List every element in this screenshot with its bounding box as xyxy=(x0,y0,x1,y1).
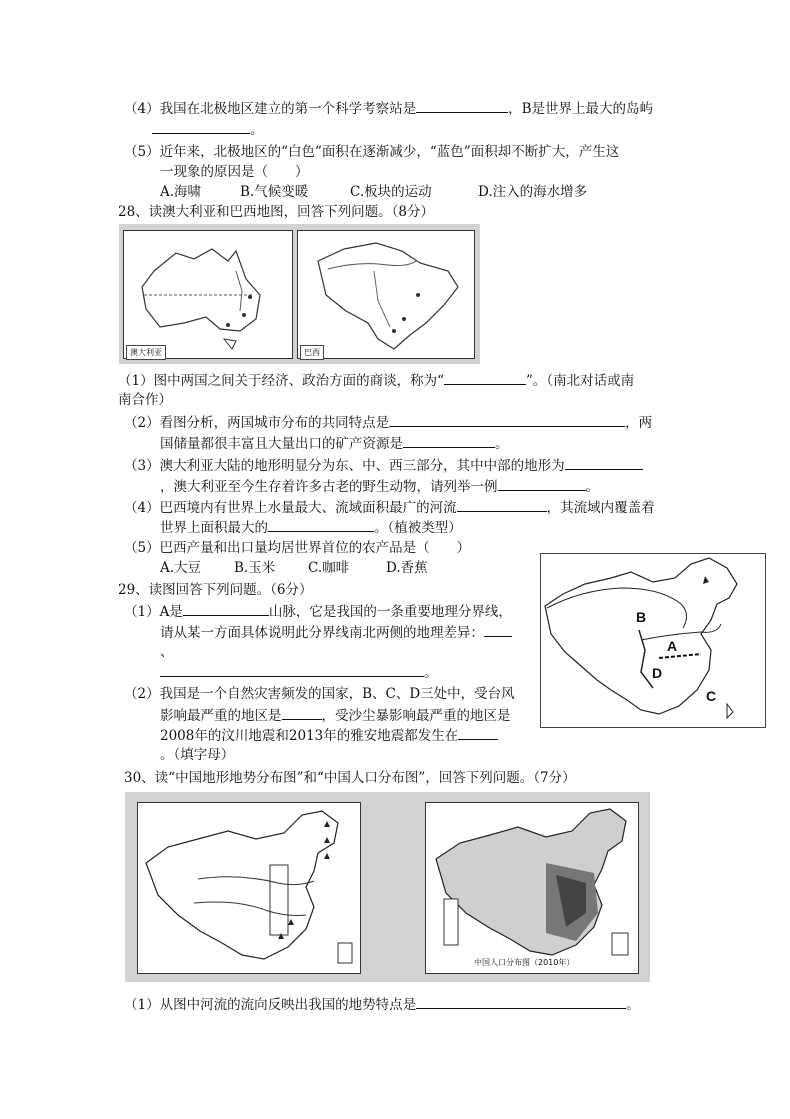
q27-p4-text-a: （4）我国在北极地区建立的第一个科学考察站是 xyxy=(124,101,417,117)
q27-item-4-cont xyxy=(152,119,264,140)
q29-item-2-cont xyxy=(160,705,511,726)
q27-item-4 xyxy=(124,98,653,119)
q28-p3-text-c: 。 xyxy=(585,479,599,495)
option-b[interactable]: B.玉米 xyxy=(234,560,276,576)
answer-blank[interactable] xyxy=(416,98,508,113)
q29-p2-text-c: ，受沙尘暴影响最严重的地区是 xyxy=(321,708,511,724)
answer-blank[interactable] xyxy=(416,994,626,1009)
q27-p4-text-b: ，B是世界上最大的岛屿 xyxy=(508,101,654,117)
q30-p1-text-a: （1）从图中河流的流向反映出我国的地势特点是 xyxy=(124,997,417,1013)
q29-item-1-cont xyxy=(160,622,512,643)
option-c[interactable]: C.板块的运动 xyxy=(350,184,432,200)
population-map-caption: 中国人口分布图（2010年） xyxy=(474,958,575,967)
q28-item-4 xyxy=(124,497,655,518)
option-c[interactable]: C.咖啡 xyxy=(308,560,350,576)
option-b[interactable]: B.气候变暖 xyxy=(240,184,309,200)
china-boundary-map xyxy=(540,553,766,728)
q29-p1-text-c: 请从某一方面具体说明此分界线南北两侧的地理差异： xyxy=(160,625,484,641)
q28-item-4-cont xyxy=(160,517,462,538)
china-population-outline xyxy=(426,803,638,973)
q28-item-1-cont: 南合作） xyxy=(118,392,172,408)
q28-p4-text-a: （4）巴西境内有世界上水量最大、流域面积最广的河流 xyxy=(124,500,457,516)
q29-item-2: （2）我国是一个自然灾害频发的国家，B、C、D三处中，受台风 xyxy=(124,686,515,702)
q27-p4-text-c: 。 xyxy=(250,122,264,138)
q28-p4-text-d: 。（植被类型） xyxy=(374,520,462,536)
map-label-c: C xyxy=(706,688,717,704)
q28-item-1 xyxy=(118,370,634,391)
q28-p1-text-a: （1）图中两国之间关于经济、政治方面的商谈，称为“ xyxy=(118,373,444,389)
q27-item-5: （5）近年来，北极地区的“白色”面积在逐渐减少，“蓝色”面积却不断扩大，产生这 xyxy=(124,144,620,160)
answer-blank[interactable] xyxy=(160,662,424,677)
answer-blank[interactable] xyxy=(498,476,586,491)
q28-item-3 xyxy=(124,455,643,476)
answer-blank[interactable] xyxy=(152,119,250,134)
china-terrain-map xyxy=(137,802,361,974)
q28-p4-text-b: ，其流域内覆盖着 xyxy=(546,500,655,516)
option-d[interactable]: D.注入的海水增多 xyxy=(478,184,588,200)
china-terrain-outline xyxy=(138,803,360,973)
china-population-map xyxy=(425,802,639,974)
q28-p1-text-b: ”。（南北对话或南 xyxy=(526,373,635,389)
q28-item-3-cont xyxy=(160,476,599,497)
brazil-outline xyxy=(298,231,474,358)
answer-blank[interactable] xyxy=(403,433,495,448)
q29-p2-text-d: 2008年的汶川地震和2013年的雅安地震都发生在 xyxy=(160,728,459,744)
australia-map xyxy=(123,230,293,359)
option-d[interactable]: D.香蕉 xyxy=(386,560,428,576)
answer-blank[interactable] xyxy=(183,601,269,616)
q29-p1-text-a: （1）A是 xyxy=(124,604,183,620)
option-a[interactable]: A.大豆 xyxy=(160,560,202,576)
china-outline xyxy=(541,554,765,727)
q29-p1-text-b: 山脉，它是我国的一条重要地理分界线， xyxy=(268,604,512,620)
q29-item-1-sep: 、 xyxy=(160,644,174,660)
answer-blank[interactable] xyxy=(268,517,374,532)
q28-title: 28、读澳大利亚和巴西地图，回答下列问题。（8分） xyxy=(118,204,435,220)
map-label-a: A xyxy=(667,638,678,654)
answer-blank[interactable] xyxy=(484,622,512,637)
q30-p1-text-b: 。 xyxy=(626,997,640,1013)
q29-item-1 xyxy=(124,601,512,622)
q29-item-2-line4: 。（填字母） xyxy=(160,747,235,763)
q30-title: 30、读“中国地形地势分布图”和“中国人口分布图”，回答下列问题。（7分） xyxy=(124,770,576,786)
q30-item-1 xyxy=(124,994,640,1015)
q28-p2-text-a: （2）看图分析，两国城市分布的共同特点是 xyxy=(124,415,390,431)
china-terrain-population-maps-photo xyxy=(125,792,650,982)
map-label-d: D xyxy=(652,665,663,681)
australia-map-caption: 澳大利亚 xyxy=(126,345,166,360)
australia-brazil-map-photo xyxy=(119,224,480,364)
option-a[interactable]: A.海啸 xyxy=(160,184,202,200)
q29-p1-text-e: 。 xyxy=(424,665,438,681)
answer-blank[interactable] xyxy=(389,412,625,427)
q27-item-5-cont: 一现象的原因是（ ） xyxy=(160,164,309,180)
q29-title: 29、读图回答下列问题。（6分） xyxy=(118,582,313,598)
q28-p3-text-a: （3）澳大利亚大陆的地形明显分为东、中、西三部分，其中中部的地形为 xyxy=(124,458,565,474)
q29-p2-text-b: 影响最严重的地区是 xyxy=(160,708,282,724)
q28-options xyxy=(160,558,428,578)
answer-blank[interactable] xyxy=(457,497,547,512)
q28-item-2-cont xyxy=(160,433,509,454)
map-label-b: B xyxy=(636,609,647,625)
q28-p2-text-d: 。 xyxy=(495,436,509,452)
q29-item-2-line3 xyxy=(160,725,498,746)
answer-blank[interactable] xyxy=(565,455,643,470)
q28-p2-text-b: ，两 xyxy=(625,415,653,431)
q28-item-5: （5）巴西产量和出口量均居世界首位的农产品是（ ） xyxy=(124,540,471,556)
answer-blank[interactable] xyxy=(444,370,526,385)
answer-blank[interactable] xyxy=(282,705,322,720)
q28-p3-text-b: ，澳大利亚至今生存着许多古老的野生动物，请列举一例 xyxy=(160,479,498,495)
q27-options xyxy=(160,182,587,202)
brazil-map xyxy=(297,230,475,359)
q28-p2-text-c: 国储量都很丰富且大量出口的矿产资源是 xyxy=(160,436,403,452)
q28-p4-text-c: 世界上面积最大的 xyxy=(160,520,268,536)
brazil-map-caption: 巴西 xyxy=(300,345,324,360)
answer-blank[interactable] xyxy=(458,725,498,740)
q28-item-2 xyxy=(124,412,652,433)
q29-item-1-line3 xyxy=(160,662,438,683)
australia-outline xyxy=(124,231,292,358)
